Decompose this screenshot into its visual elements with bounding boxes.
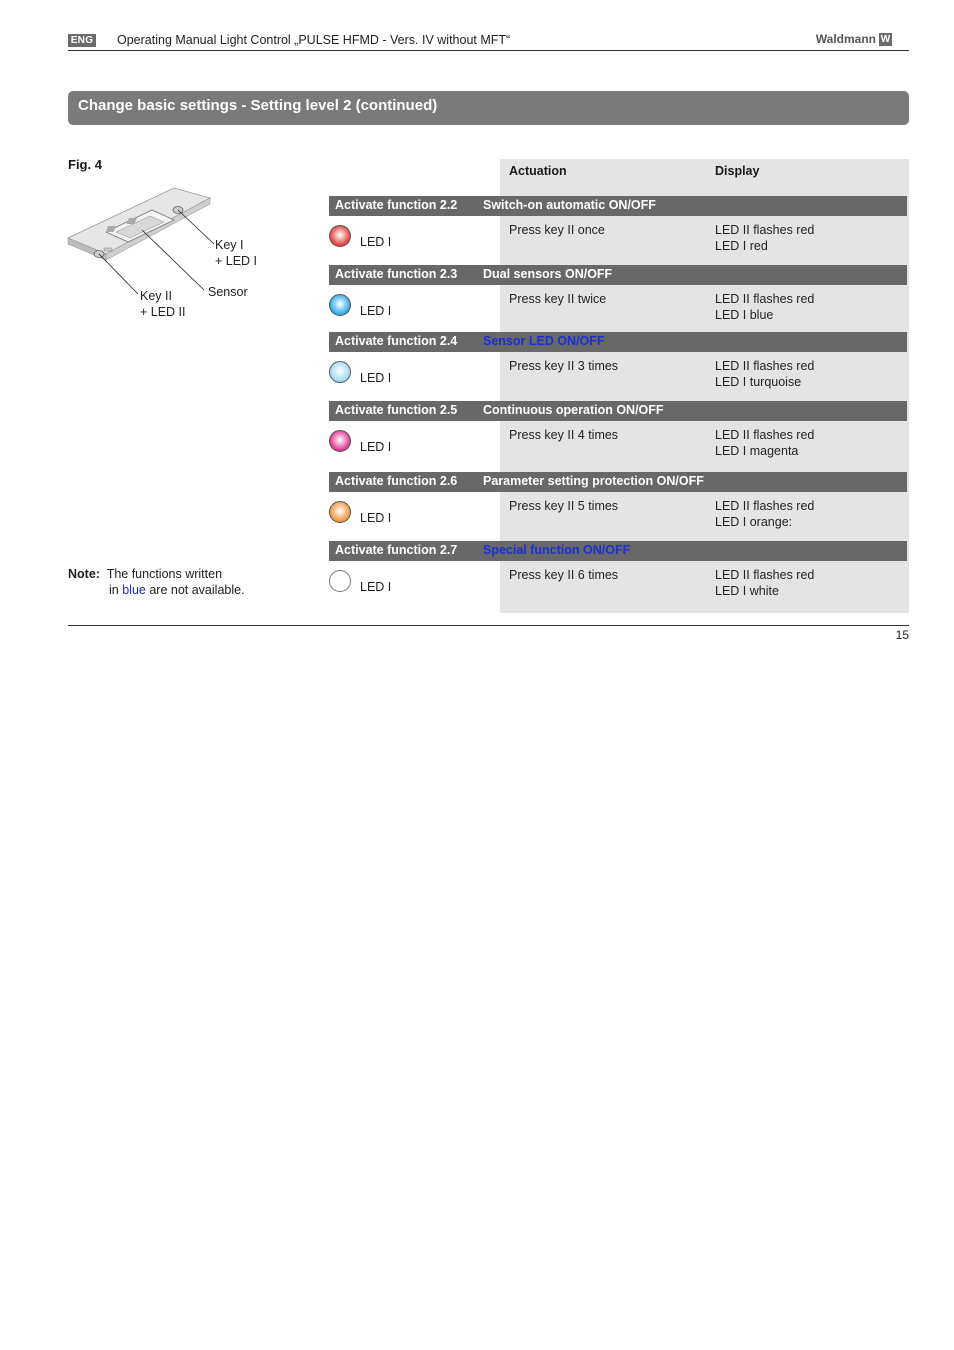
language-badge: ENG (68, 34, 96, 47)
brand-mark: W (880, 33, 891, 45)
column-header-display: Display (715, 164, 760, 178)
function-header-bar (329, 332, 907, 352)
actuation-text: Press key II once (509, 223, 605, 237)
callout-key2: Key II + LED II (140, 289, 186, 319)
callout-key1: Key I + LED I (215, 238, 258, 268)
led-indicator-icon (329, 501, 351, 523)
function-header-bar (329, 472, 907, 492)
column-header-actuation: Actuation (509, 164, 567, 178)
footer-rule (68, 625, 909, 626)
brand-logo (816, 32, 892, 46)
actuation-text: Press key II 5 times (509, 499, 619, 513)
function-header-bar (329, 265, 907, 285)
display-text: LED II flashes red LED I red (715, 223, 815, 253)
note-label: Note: (68, 567, 100, 581)
led-indicator-icon (329, 361, 351, 383)
function-number: Activate function 2.4 (335, 334, 458, 348)
actuation-text: Press key II twice (509, 292, 607, 306)
led-indicator-icon (329, 294, 351, 316)
actuation-text: Press key II 6 times (509, 568, 619, 582)
display-text: LED II flashes red LED I orange: (715, 499, 815, 529)
section-title: Change basic settings - Setting level 2 (continued) (68, 91, 909, 125)
function-name: Continuous operation ON/OFF (483, 403, 664, 417)
display-text: LED II flashes red LED I turquoise (715, 359, 815, 389)
callout-sensor: Sensor (208, 285, 248, 299)
function-header-bar (329, 541, 907, 561)
function-number: Activate function 2.6 (335, 474, 458, 488)
led-label: LED I (360, 580, 392, 594)
display-text: LED II flashes red LED I magenta (715, 428, 815, 458)
function-name: Switch-on automatic ON/OFF (483, 198, 656, 212)
function-number: Activate function 2.2 (335, 198, 458, 212)
document-title: Operating Manual Light Control „PULSE HFMD - Vers. IV without MFT“ (117, 33, 511, 47)
display-text: LED II flashes red LED I white (715, 568, 815, 598)
led-indicator-icon (329, 225, 351, 247)
function-name: Special function ON/OFF (483, 543, 631, 557)
function-name: Parameter setting protection ON/OFF (483, 474, 704, 488)
function-number: Activate function 2.3 (335, 267, 458, 281)
led-indicator-icon (329, 430, 351, 452)
function-number: Activate function 2.5 (335, 403, 458, 417)
actuation-text: Press key II 4 times (509, 428, 619, 442)
led-label: LED I (360, 235, 392, 249)
availability-note: Note: The functions written in blue are not available. (68, 567, 245, 597)
function-name: Sensor LED ON/OFF (483, 334, 605, 348)
led-label: LED I (360, 304, 392, 318)
page-number: 15 (895, 628, 909, 642)
led-indicator-icon (329, 570, 351, 592)
led-label: LED I (360, 440, 392, 454)
led-label: LED I (360, 371, 392, 385)
function-header-bar (329, 196, 907, 216)
display-text: LED II flashes red LED I blue (715, 292, 815, 322)
header-rule (68, 50, 909, 51)
brand-name: Waldmann (815, 32, 876, 46)
note-blue-word: blue (122, 582, 146, 597)
function-name: Dual sensors ON/OFF (483, 267, 613, 281)
figure-label: Fig. 4 (68, 157, 102, 172)
actuation-text: Press key II 3 times (509, 359, 619, 373)
function-number: Activate function 2.7 (335, 543, 458, 557)
function-header-bar (329, 401, 907, 421)
led-label: LED I (360, 511, 392, 525)
